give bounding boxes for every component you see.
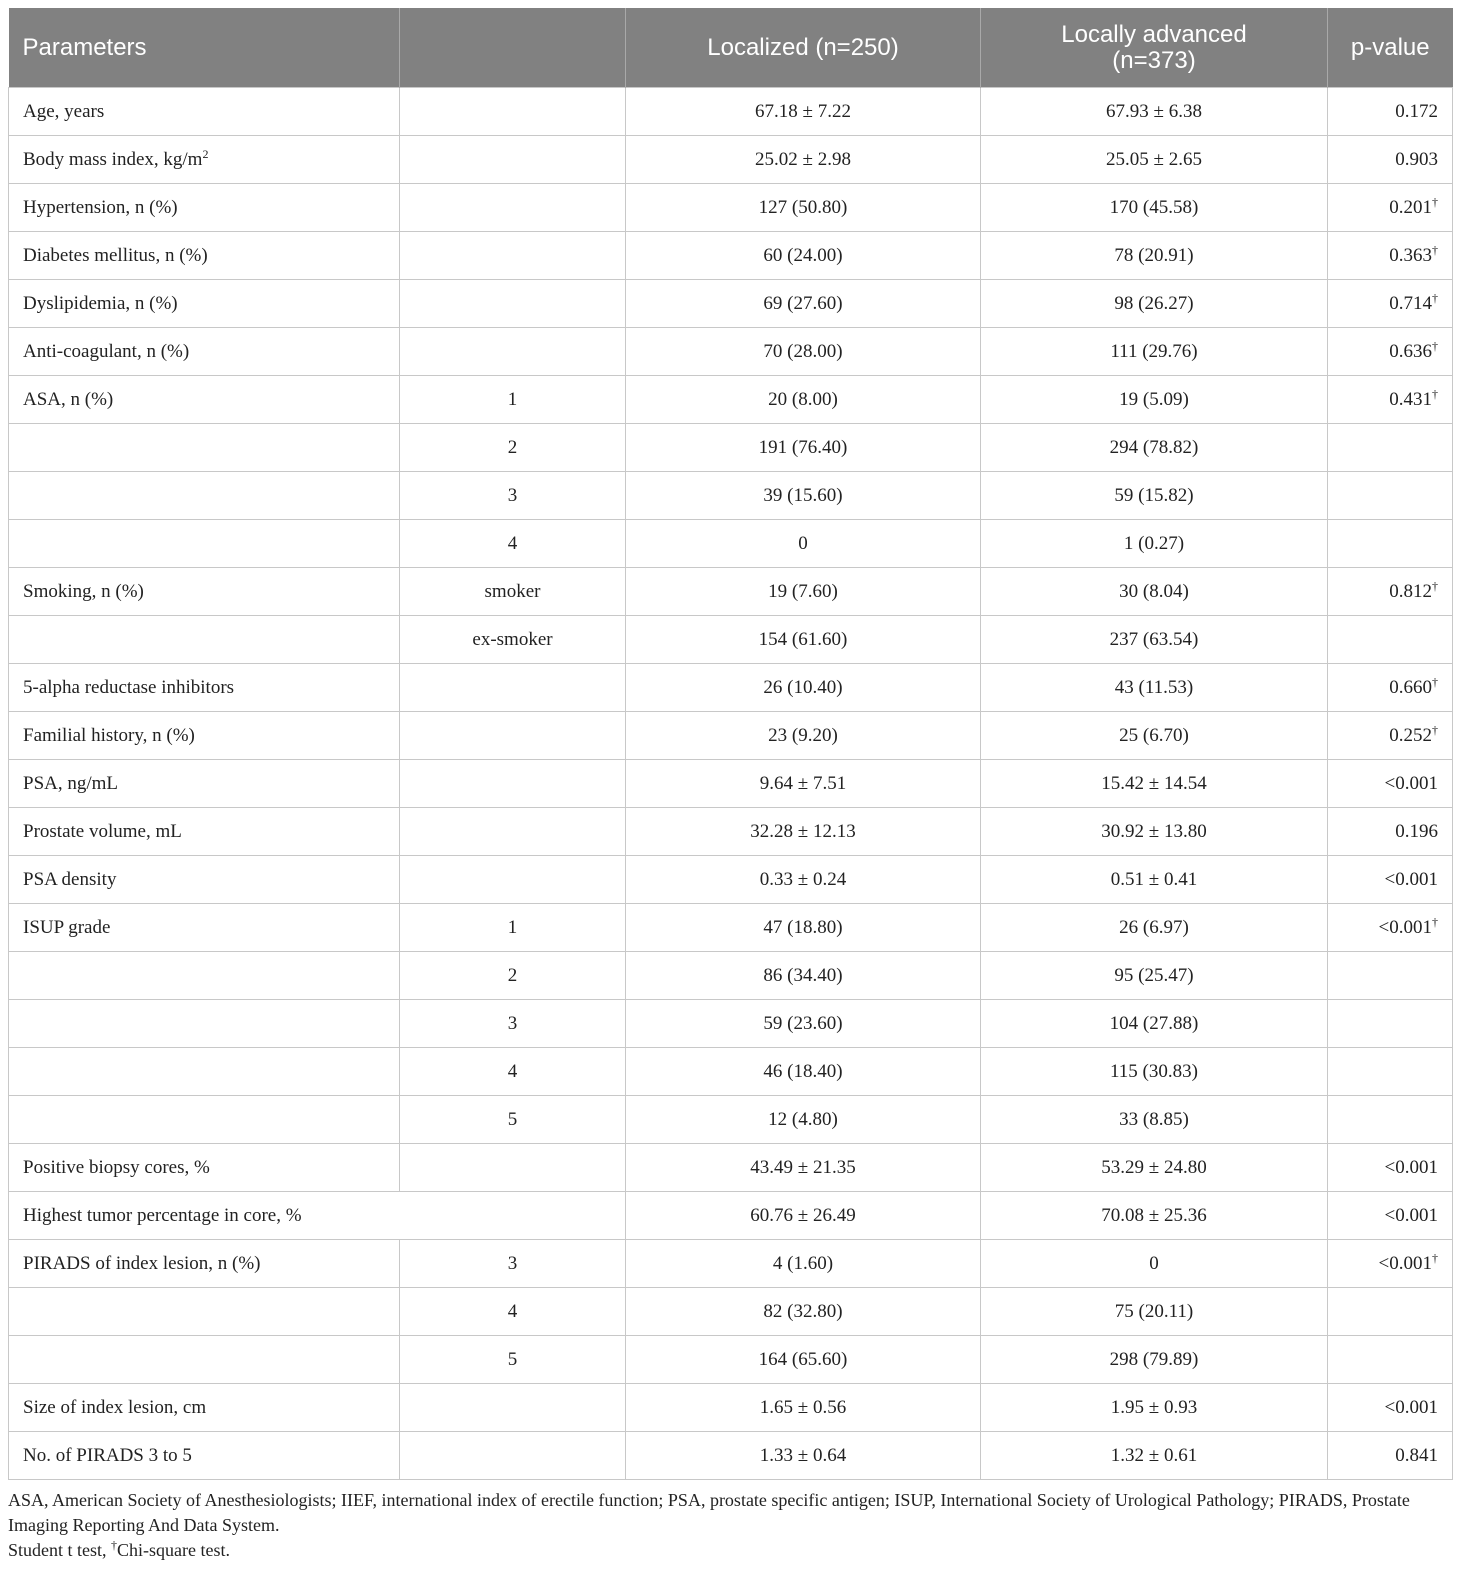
- cell-locally-advanced: 53.29 ± 24.80: [981, 1144, 1328, 1192]
- cell-parameter: [9, 1432, 400, 1480]
- p-value-text: <0.001: [1384, 868, 1438, 890]
- table-row: [9, 760, 1453, 808]
- baseline-characteristics-table: [8, 8, 1453, 1480]
- cell-localized: 69 (27.60): [626, 280, 981, 328]
- p-value-text: 0.252: [1389, 724, 1432, 746]
- cell-locally-advanced: 33 (8.85): [981, 1096, 1328, 1144]
- table-row: [9, 808, 1453, 856]
- cell-localized: 47 (18.80): [626, 904, 981, 952]
- p-value-text: <0.001: [1384, 1396, 1438, 1418]
- cell-parameter: [9, 616, 400, 664]
- table-row: [9, 1384, 1453, 1432]
- table-row: [9, 952, 1453, 1000]
- table-row: [9, 712, 1453, 760]
- parameter-label: Diabetes mellitus, n (%): [23, 244, 208, 266]
- cell-subcategory: [400, 856, 626, 904]
- footnote-abbreviations: ASA, American Society of Anesthesiologists; IIEF, international index of erectile function; PSA, prostate specific antigen; ISUP, International Society of Urological Pathology; PIRADS, Prostate Imaging Reporting And Data System.: [8, 1490, 1410, 1535]
- dagger-mark: †: [1432, 290, 1438, 305]
- cell-subcategory: smoker: [400, 568, 626, 616]
- cell-p-value: [1328, 1336, 1453, 1384]
- cell-parameter: [9, 760, 400, 808]
- cell-subcategory: 4: [400, 1288, 626, 1336]
- cell-localized: 20 (8.00): [626, 376, 981, 424]
- cell-locally-advanced: 25.05 ± 2.65: [981, 136, 1328, 184]
- p-value-text: 0.172: [1395, 100, 1438, 122]
- cell-localized: 60 (24.00): [626, 232, 981, 280]
- cell-localized: 26 (10.40): [626, 664, 981, 712]
- header-p-value: p-value: [1328, 8, 1453, 88]
- cell-p-value: [1328, 136, 1453, 184]
- cell-localized: 39 (15.60): [626, 472, 981, 520]
- cell-localized: 23 (9.20): [626, 712, 981, 760]
- table-row: [9, 184, 1453, 232]
- cell-parameter: [9, 664, 400, 712]
- p-value-text: <0.001: [1378, 1252, 1432, 1274]
- cell-parameter: [9, 520, 400, 568]
- cell-localized: 60.76 ± 26.49: [626, 1192, 981, 1240]
- cell-p-value: [1328, 904, 1453, 952]
- header-localized: Localized (n=250): [626, 8, 981, 88]
- parameter-label: PSA, ng/mL: [23, 772, 119, 794]
- cell-p-value: [1328, 184, 1453, 232]
- table-footnote: [8, 1488, 1452, 1563]
- cell-subcategory: [400, 280, 626, 328]
- cell-parameter: [9, 904, 400, 952]
- cell-subcategory: [400, 232, 626, 280]
- cell-parameter: [9, 568, 400, 616]
- cell-locally-advanced: 298 (79.89): [981, 1336, 1328, 1384]
- cell-locally-advanced: 104 (27.88): [981, 1000, 1328, 1048]
- cell-p-value: [1328, 280, 1453, 328]
- cell-locally-advanced: 1.32 ± 0.61: [981, 1432, 1328, 1480]
- cell-p-value: [1328, 808, 1453, 856]
- parameter-label: PIRADS of index lesion, n (%): [23, 1252, 261, 1274]
- cell-parameter: [9, 1336, 400, 1384]
- cell-subcategory: [400, 712, 626, 760]
- cell-subcategory: 2: [400, 424, 626, 472]
- p-value-text: 0.201: [1389, 196, 1432, 218]
- cell-locally-advanced: 237 (63.54): [981, 616, 1328, 664]
- cell-locally-advanced: 170 (45.58): [981, 184, 1328, 232]
- cell-parameter: [9, 232, 400, 280]
- dagger-mark: †: [1432, 674, 1438, 689]
- p-value-text: 0.903: [1395, 148, 1438, 170]
- cell-localized: 12 (4.80): [626, 1096, 981, 1144]
- header-locally-advanced-line1: Locally advanced: [1061, 20, 1247, 48]
- cell-p-value: [1328, 616, 1453, 664]
- p-value-text: 0.812: [1389, 580, 1432, 602]
- p-value-text: 0.660: [1389, 676, 1432, 698]
- cell-p-value: [1328, 1384, 1453, 1432]
- parameter-label: 5-alpha reductase inhibitors: [23, 676, 235, 698]
- cell-subcategory: [400, 1144, 626, 1192]
- cell-localized: 1.33 ± 0.64: [626, 1432, 981, 1480]
- cell-p-value: [1328, 328, 1453, 376]
- cell-subcategory: 4: [400, 1048, 626, 1096]
- cell-subcategory: [400, 328, 626, 376]
- cell-parameter: [9, 1288, 400, 1336]
- cell-p-value: [1328, 1144, 1453, 1192]
- cell-locally-advanced: 95 (25.47): [981, 952, 1328, 1000]
- cell-p-value: [1328, 376, 1453, 424]
- cell-localized: 4 (1.60): [626, 1240, 981, 1288]
- cell-locally-advanced: 43 (11.53): [981, 664, 1328, 712]
- cell-localized: 1.65 ± 0.56: [626, 1384, 981, 1432]
- cell-locally-advanced: 78 (20.91): [981, 232, 1328, 280]
- cell-locally-advanced: 59 (15.82): [981, 472, 1328, 520]
- p-value-text: <0.001: [1384, 1204, 1438, 1226]
- cell-parameter: [9, 1000, 400, 1048]
- cell-locally-advanced: 1.95 ± 0.93: [981, 1384, 1328, 1432]
- cell-subcategory: 3: [400, 1240, 626, 1288]
- cell-localized: 67.18 ± 7.22: [626, 88, 981, 136]
- cell-parameter: [9, 1384, 400, 1432]
- table-header-row: [9, 8, 1453, 88]
- p-value-text: 0.636: [1389, 340, 1432, 362]
- cell-p-value: [1328, 520, 1453, 568]
- cell-localized: 46 (18.40): [626, 1048, 981, 1096]
- cell-localized: 82 (32.80): [626, 1288, 981, 1336]
- superscript: 2: [202, 146, 209, 161]
- parameter-label: Size of index lesion, cm: [23, 1396, 207, 1418]
- cell-localized: 127 (50.80): [626, 184, 981, 232]
- cell-parameter: [9, 472, 400, 520]
- dagger-mark: †: [1432, 194, 1438, 209]
- cell-subcategory: 5: [400, 1096, 626, 1144]
- table-row: [9, 232, 1453, 280]
- cell-subcategory: [400, 136, 626, 184]
- table-row: [9, 424, 1453, 472]
- dagger-mark: †: [111, 1538, 117, 1552]
- cell-subcategory: 1: [400, 904, 626, 952]
- cell-p-value: [1328, 952, 1453, 1000]
- table-body: [9, 88, 1453, 1480]
- table-row: [9, 1288, 1453, 1336]
- table-row: [9, 1096, 1453, 1144]
- table-row: [9, 664, 1453, 712]
- cell-subcategory: 1: [400, 376, 626, 424]
- table-row: [9, 856, 1453, 904]
- parameter-label: Dyslipidemia, n (%): [23, 292, 178, 314]
- table-row: [9, 1432, 1453, 1480]
- cell-locally-advanced: 294 (78.82): [981, 424, 1328, 472]
- cell-parameter: [9, 712, 400, 760]
- header-subcategory: [400, 8, 626, 88]
- cell-parameter: [9, 952, 400, 1000]
- table-row: [9, 376, 1453, 424]
- footnote-tests-suffix: Chi-square test.: [117, 1540, 230, 1560]
- cell-p-value: [1328, 424, 1453, 472]
- table-row: [9, 568, 1453, 616]
- cell-subcategory: [400, 1384, 626, 1432]
- footnote-tests-prefix: Student t test,: [8, 1540, 111, 1560]
- cell-subcategory: [400, 1432, 626, 1480]
- cell-localized: 154 (61.60): [626, 616, 981, 664]
- table-row: [9, 136, 1453, 184]
- table-row: [9, 280, 1453, 328]
- cell-parameter: [9, 1048, 400, 1096]
- cell-parameter: Highest tumor percentage in core, %: [9, 1192, 626, 1240]
- p-value-text: 0.431: [1389, 388, 1432, 410]
- cell-p-value: [1328, 1192, 1453, 1240]
- cell-subcategory: 3: [400, 1000, 626, 1048]
- cell-locally-advanced: 0.51 ± 0.41: [981, 856, 1328, 904]
- cell-localized: 70 (28.00): [626, 328, 981, 376]
- cell-subcategory: 4: [400, 520, 626, 568]
- cell-localized: 19 (7.60): [626, 568, 981, 616]
- cell-localized: 0.33 ± 0.24: [626, 856, 981, 904]
- table-container: [8, 8, 1452, 1563]
- p-value-text: 0.363: [1389, 244, 1432, 266]
- cell-parameter: [9, 328, 400, 376]
- cell-parameter: [9, 280, 400, 328]
- parameter-label: Prostate volume, mL: [23, 820, 182, 842]
- parameter-label: Hypertension, n (%): [23, 196, 178, 218]
- cell-subcategory: 2: [400, 952, 626, 1000]
- p-value-text: 0.196: [1395, 820, 1438, 842]
- cell-p-value: [1328, 1048, 1453, 1096]
- cell-parameter: [9, 856, 400, 904]
- cell-subcategory: [400, 184, 626, 232]
- cell-p-value: [1328, 1432, 1453, 1480]
- cell-p-value: [1328, 1240, 1453, 1288]
- cell-subcategory: [400, 88, 626, 136]
- dagger-mark: †: [1432, 242, 1438, 257]
- cell-localized: 59 (23.60): [626, 1000, 981, 1048]
- table-row: [9, 328, 1453, 376]
- cell-parameter: [9, 136, 400, 184]
- cell-localized: 86 (34.40): [626, 952, 981, 1000]
- dagger-mark: †: [1432, 338, 1438, 353]
- table-row: [9, 88, 1453, 136]
- parameter-label: Body mass index, kg/m: [23, 148, 203, 170]
- cell-locally-advanced: 98 (26.27): [981, 280, 1328, 328]
- cell-parameter: [9, 424, 400, 472]
- parameter-label: Positive biopsy cores, %: [23, 1156, 210, 1178]
- cell-parameter: [9, 808, 400, 856]
- table-row: [9, 520, 1453, 568]
- cell-p-value: [1328, 856, 1453, 904]
- header-parameters: Parameters: [9, 8, 400, 88]
- cell-locally-advanced: 30.92 ± 13.80: [981, 808, 1328, 856]
- cell-locally-advanced: 1 (0.27): [981, 520, 1328, 568]
- cell-parameter: [9, 88, 400, 136]
- cell-locally-advanced: 19 (5.09): [981, 376, 1328, 424]
- cell-p-value: [1328, 88, 1453, 136]
- cell-parameter: [9, 1096, 400, 1144]
- cell-localized: 43.49 ± 21.35: [626, 1144, 981, 1192]
- cell-p-value: [1328, 232, 1453, 280]
- cell-locally-advanced: 115 (30.83): [981, 1048, 1328, 1096]
- dagger-mark: †: [1432, 578, 1438, 593]
- cell-p-value: [1328, 760, 1453, 808]
- cell-p-value: [1328, 1000, 1453, 1048]
- cell-localized: 25.02 ± 2.98: [626, 136, 981, 184]
- table-row: [9, 1144, 1453, 1192]
- cell-p-value: [1328, 712, 1453, 760]
- cell-locally-advanced: 70.08 ± 25.36: [981, 1192, 1328, 1240]
- p-value-text: <0.001: [1384, 772, 1438, 794]
- cell-localized: 0: [626, 520, 981, 568]
- header-locally-advanced: [981, 8, 1328, 88]
- table-row: [9, 1240, 1453, 1288]
- footnote-tests: [8, 1538, 1452, 1563]
- table-row: [9, 472, 1453, 520]
- dagger-mark: †: [1432, 914, 1438, 929]
- cell-locally-advanced: 15.42 ± 14.54: [981, 760, 1328, 808]
- cell-subcategory: 5: [400, 1336, 626, 1384]
- dagger-mark: †: [1432, 722, 1438, 737]
- dagger-mark: †: [1432, 1250, 1438, 1265]
- cell-locally-advanced: 0: [981, 1240, 1328, 1288]
- cell-locally-advanced: 30 (8.04): [981, 568, 1328, 616]
- cell-locally-advanced: 25 (6.70): [981, 712, 1328, 760]
- cell-parameter: [9, 1144, 400, 1192]
- cell-locally-advanced: 75 (20.11): [981, 1288, 1328, 1336]
- p-value-text: 0.714: [1389, 292, 1432, 314]
- cell-subcategory: [400, 664, 626, 712]
- table-row: [9, 904, 1453, 952]
- cell-parameter: [9, 376, 400, 424]
- table-row: [9, 1000, 1453, 1048]
- cell-p-value: [1328, 1096, 1453, 1144]
- parameter-label: ASA, n (%): [23, 388, 114, 410]
- parameter-label: Anti-coagulant, n (%): [23, 340, 190, 362]
- parameter-label: Familial history, n (%): [23, 724, 195, 746]
- table-row: [9, 1048, 1453, 1096]
- cell-parameter: [9, 184, 400, 232]
- header-locally-advanced-line2: (n=373): [1112, 46, 1196, 74]
- p-value-text: 0.841: [1395, 1444, 1438, 1466]
- table-row: [9, 1192, 1453, 1240]
- cell-localized: 191 (76.40): [626, 424, 981, 472]
- cell-p-value: [1328, 664, 1453, 712]
- cell-locally-advanced: 111 (29.76): [981, 328, 1328, 376]
- cell-localized: 164 (65.60): [626, 1336, 981, 1384]
- dagger-mark: †: [1432, 386, 1438, 401]
- cell-locally-advanced: 26 (6.97): [981, 904, 1328, 952]
- parameter-label: Age, years: [23, 100, 105, 122]
- cell-localized: 9.64 ± 7.51: [626, 760, 981, 808]
- cell-locally-advanced: 67.93 ± 6.38: [981, 88, 1328, 136]
- cell-p-value: [1328, 472, 1453, 520]
- cell-p-value: [1328, 568, 1453, 616]
- parameter-label: No. of PIRADS 3 to 5: [23, 1444, 192, 1466]
- p-value-text: <0.001: [1378, 916, 1432, 938]
- cell-subcategory: ex-smoker: [400, 616, 626, 664]
- table-row: [9, 1336, 1453, 1384]
- parameter-label: PSA density: [23, 868, 117, 890]
- parameter-label: Smoking, n (%): [23, 580, 144, 602]
- parameter-label: ISUP grade: [23, 916, 111, 938]
- p-value-text: <0.001: [1384, 1156, 1438, 1178]
- cell-subcategory: 3: [400, 472, 626, 520]
- cell-subcategory: [400, 808, 626, 856]
- cell-parameter: [9, 1240, 400, 1288]
- cell-subcategory: [400, 760, 626, 808]
- table-row: [9, 616, 1453, 664]
- cell-p-value: [1328, 1288, 1453, 1336]
- cell-localized: 32.28 ± 12.13: [626, 808, 981, 856]
